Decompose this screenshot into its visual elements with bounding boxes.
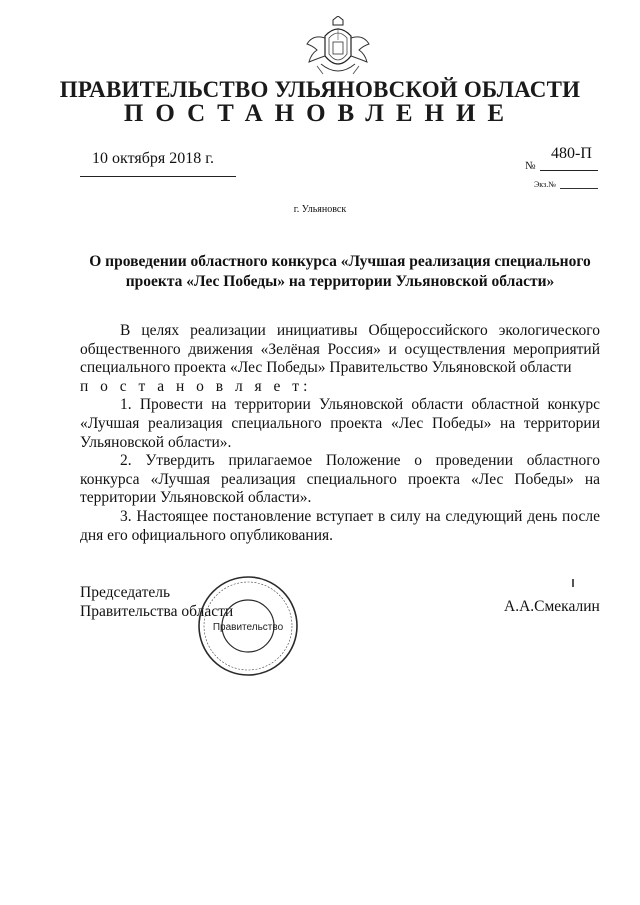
item-1-paragraph: 1. Провести на территории Ульяновской области областной конкурс «Лучшая реализация специального проекта «Лес Победы» на территории Ульяновской области». bbox=[80, 396, 600, 451]
document-date: 10 октября 2018 г. bbox=[92, 150, 214, 167]
date-underline bbox=[80, 176, 236, 177]
number-underline bbox=[540, 170, 598, 171]
item-2-paragraph: 2. Утвердить прилагаемое Положение о проведении областного конкурса «Лучшая реализация специального проекта «Лес Победы» на территории Ульяновской области». bbox=[80, 452, 600, 507]
signer-position-line-1: Председатель bbox=[80, 584, 171, 601]
document-subject bbox=[80, 252, 600, 292]
document-body bbox=[80, 322, 600, 545]
seal-center-text: Правительство bbox=[212, 622, 284, 633]
signer-name: А.А.Смекалин bbox=[504, 598, 600, 615]
official-seal-stamp bbox=[196, 574, 300, 678]
government-title: ПРАВИТЕЛЬСТВО УЛЬЯНОВСКОЙ ОБЛАСТИ bbox=[59, 77, 581, 102]
resolves-line: п о с т а н о в л я е т: bbox=[80, 377, 312, 395]
copy-number-label: Экз.№ bbox=[534, 180, 556, 189]
item-3-paragraph: 3. Настоящее постановление вступает в силу на следующий день после дня его официального опубликования. bbox=[80, 507, 600, 544]
city-name: г. Ульяновск bbox=[293, 204, 347, 215]
copy-number-underline bbox=[560, 188, 598, 189]
subject-line-2: проекта «Лес Победы» на территории Ульяновской области» bbox=[125, 273, 555, 290]
coat-of-arms-emblem bbox=[303, 16, 373, 78]
number-label: № bbox=[525, 160, 536, 172]
margin-mark bbox=[572, 579, 574, 587]
subject-line-1: О проведении областного конкурса «Лучшая реализация специального bbox=[89, 253, 591, 270]
signer-position-line-2: Правительства области bbox=[80, 603, 234, 620]
document-number: 480-П bbox=[551, 145, 592, 162]
intro-paragraph: В целях реализации инициативы Общероссийского экологического общественного движения «Зелёная Россия» и осуществления мероприятий специального проекта «Лес Победы» Правительство Ульяновской области bbox=[80, 322, 600, 377]
document-type-title: ПОСТАНОВЛЕНИЕ bbox=[123, 100, 517, 127]
